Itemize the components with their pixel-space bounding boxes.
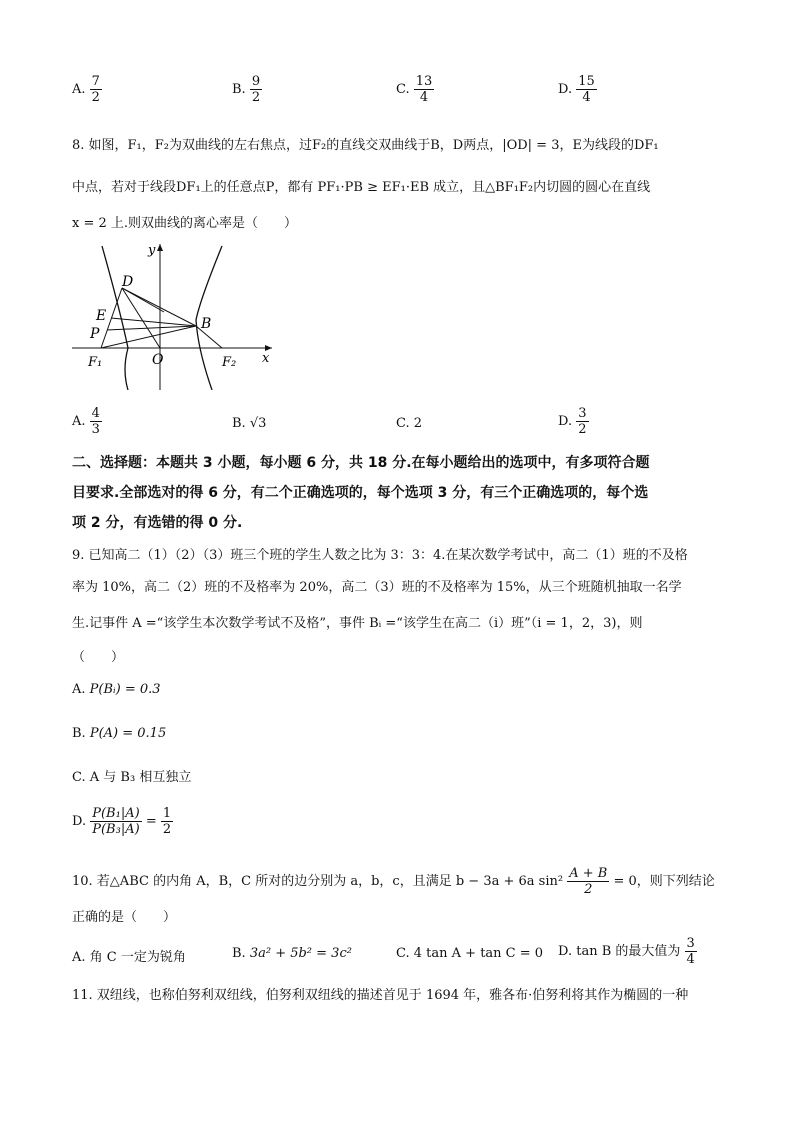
hyperbola-figure — [72, 240, 282, 390]
option-label: C. — [396, 946, 410, 961]
option-value: A 与 B₃ 相互独立 — [89, 770, 192, 785]
q10-line-1 — [72, 866, 715, 897]
equals-sign: = — [145, 814, 157, 829]
q10-option-c — [396, 946, 543, 961]
q9-line-3: 生.记事件 A =“该学生本次数学考试不及格”，事件 Bᵢ =“该学生在高二（i）班”（i = 1，2，3)，则 — [72, 616, 643, 631]
q11-line-1: 11. 双纽线，也称伯努利双纽线，伯努利双纽线的描述首见于 1694 年，雅各布·伯努利将其作为椭圆的一种 — [72, 988, 689, 1003]
option-label: A. — [72, 414, 86, 429]
numerator: 13 — [415, 74, 433, 89]
fraction — [576, 74, 597, 105]
q8-line-3: x = 2 上.则双曲线的离心率是（ ） — [72, 216, 298, 231]
option-label: D. — [558, 82, 573, 97]
q10-option-d — [558, 936, 697, 967]
option-value: √3 — [249, 416, 267, 431]
q9-option-c — [72, 766, 191, 785]
q10-option-a — [72, 946, 186, 965]
label-F2: F₂ — [222, 355, 237, 370]
fraction — [414, 74, 435, 105]
label-x: x — [262, 351, 270, 366]
label-P: P — [90, 326, 100, 342]
fraction — [576, 406, 588, 437]
fraction — [161, 806, 173, 837]
q9-line-2: 率为 10%，高二（2）班的不及格率为 20%，高二（3）班的不及格率为 15%，从三个班随机抽取一名学 — [72, 580, 682, 595]
denominator: 4 — [686, 952, 695, 967]
label-O: O — [152, 352, 164, 368]
fraction — [567, 866, 609, 897]
option-value: 3a² + 5b² = 3c² — [249, 946, 352, 961]
line-D-extra — [122, 288, 164, 312]
fraction — [90, 406, 102, 437]
option-label: A. — [72, 682, 86, 697]
q8-line-2: 中点，若对于线段DF₁上的任意点P，都有 PF₁·PB ≥ EF₁·EB 成立，且△BF₁F₂内切圆的圆心在直线 — [72, 180, 651, 195]
option-value: 角 C 一定为锐角 — [89, 950, 186, 965]
option-label: D. — [558, 414, 573, 429]
q10-text-a: 10. 若△ABC 的内角 A，B，C 所对的边分别为 a，b，c，且满足 b − 3a + 6a sin² — [72, 874, 564, 889]
fraction — [90, 74, 102, 105]
option-label: B. — [232, 416, 246, 431]
denominator: 4 — [582, 90, 591, 105]
q8-option-d — [558, 406, 589, 437]
option-label: C. — [396, 82, 410, 97]
q7-option-c — [396, 74, 434, 105]
section-2-line-3: 项 2 分，有选错的得 0 分. — [72, 515, 243, 531]
option-label: B. — [232, 946, 246, 961]
q7-option-d — [558, 74, 597, 105]
option-value: 4 tan A + tan C = 0 — [413, 946, 544, 961]
q9-option-b — [72, 726, 166, 741]
q9-line-1: 9. 已知高二（1）（2）（3）班三个班的学生人数之比为 3：3：4.在某次数学考试中，高二（1）班的不及格 — [72, 548, 688, 563]
option-label: C. — [396, 416, 410, 431]
option-label: D. — [558, 944, 573, 959]
q7-option-b — [232, 74, 262, 105]
option-label: C. — [72, 770, 86, 785]
fraction — [250, 74, 262, 105]
numerator: 1 — [162, 806, 172, 821]
denominator: 2 — [251, 90, 261, 105]
q8-option-b — [232, 416, 266, 431]
y-axis-arrow — [157, 244, 163, 251]
q8-line-1: 8. 如图，F₁，F₂为双曲线的左右焦点，过F₂的直线交双曲线于B，D两点，|OD| = 3，E为线段的DF₁ — [72, 138, 659, 153]
label-B: B — [201, 316, 212, 332]
q9-line-4: （ ） — [72, 650, 125, 665]
numerator: 3 — [686, 936, 695, 951]
option-value: P(Bᵢ) = 0.3 — [89, 682, 161, 697]
denominator: 2 — [578, 422, 587, 437]
fraction — [90, 806, 141, 837]
option-label: B. — [72, 726, 86, 741]
numerator: 15 — [578, 74, 595, 89]
denominator: 2 — [162, 822, 172, 837]
label-E: E — [96, 308, 107, 324]
option-label: B. — [232, 82, 246, 97]
option-value: tan B 的最大值为 — [576, 944, 681, 959]
denominator: 2 — [584, 882, 593, 897]
label-y: y — [148, 243, 156, 258]
q9-option-a — [72, 682, 161, 697]
option-label: A. — [72, 82, 86, 97]
numerator: 7 — [91, 74, 100, 89]
section-2-line-1: 二、选择题：本题共 3 小题，每小题 6 分，共 18 分.在每小题给出的选项中，有多项符合题 — [72, 455, 650, 471]
numerator: P(B₁|A) — [92, 806, 140, 821]
numerator: 9 — [251, 74, 261, 89]
q10-text-b: = 0，则下列结论 — [613, 874, 715, 889]
q8-option-c — [396, 416, 422, 431]
label-D: D — [122, 274, 134, 290]
label-F1: F₁ — [88, 355, 103, 370]
option-label: A. — [72, 950, 86, 965]
q10-option-b — [232, 946, 352, 961]
denominator: 3 — [91, 422, 100, 437]
numerator: 4 — [91, 406, 100, 421]
denominator: P(B₃|A) — [92, 822, 140, 837]
option-label: D. — [72, 814, 87, 829]
q8-option-a — [72, 406, 102, 437]
denominator: 4 — [419, 90, 429, 105]
q7-option-a — [72, 74, 102, 105]
option-value: P(A) = 0.15 — [89, 726, 167, 741]
option-value: 2 — [413, 416, 423, 431]
numerator: A + B — [569, 866, 608, 881]
numerator: 3 — [578, 406, 587, 421]
denominator: 2 — [91, 90, 100, 105]
q9-option-d — [72, 806, 173, 837]
section-2-line-2: 目要求.全部选对的得 6 分，有二个正确选项的，每个选项 3 分，有三个正确选项的，每个选 — [72, 485, 649, 501]
q10-line-2: 正确的是（ ） — [72, 910, 177, 925]
fraction — [685, 936, 697, 967]
